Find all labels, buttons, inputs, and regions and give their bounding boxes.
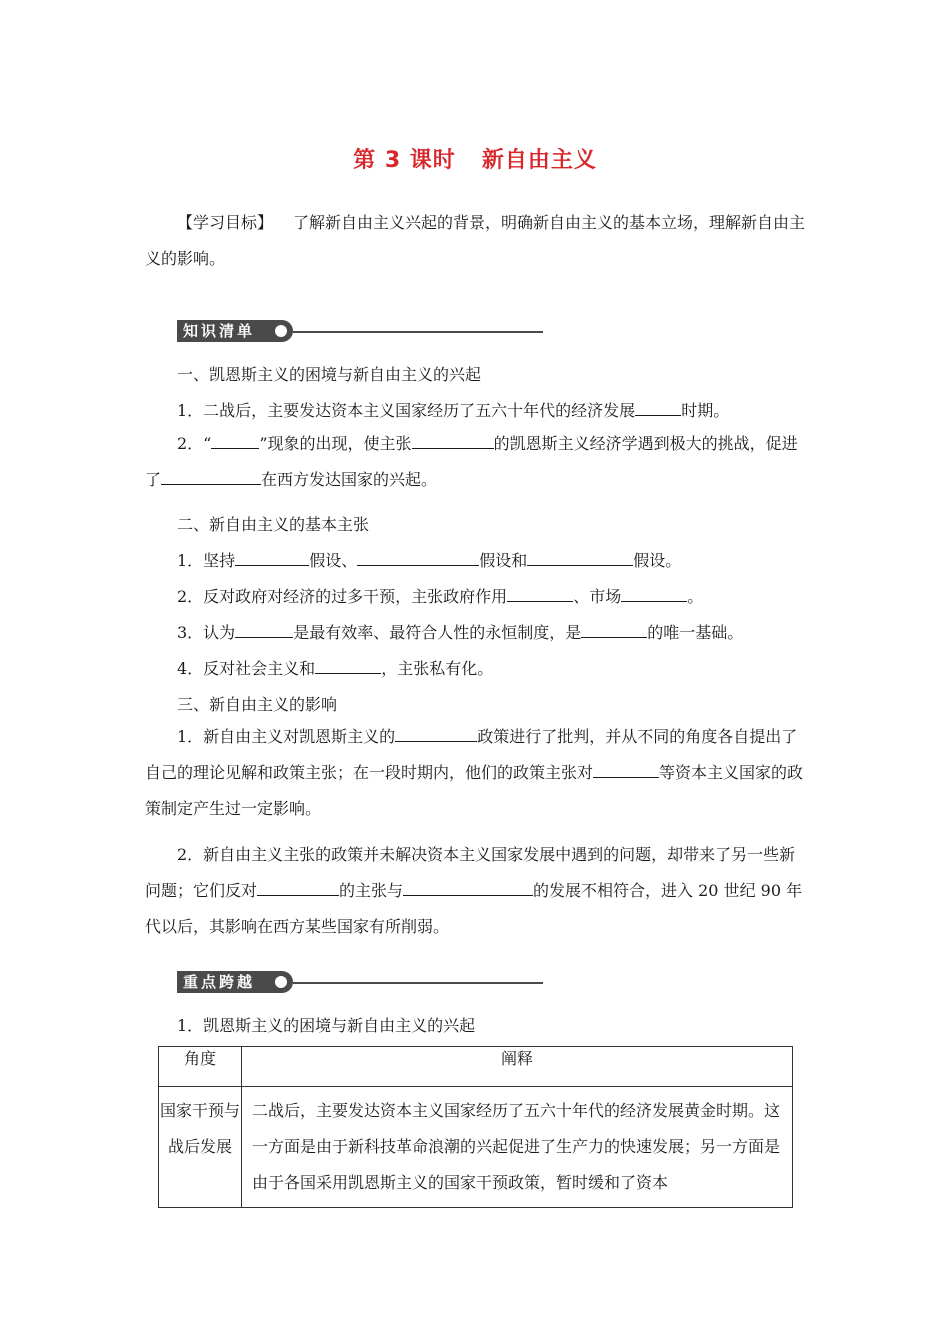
banner-dot-icon [275, 976, 287, 988]
fill-blank[interactable] [621, 587, 687, 602]
fill-blank[interactable] [507, 587, 573, 602]
table-header-row [159, 1047, 793, 1087]
fill-blank[interactable] [315, 659, 381, 674]
banner-label: 重点跨越 [177, 971, 293, 993]
fill-blank[interactable] [403, 881, 533, 896]
table-cell-angle: 国家干预与战后发展 [159, 1087, 242, 1208]
lesson-name: 新自由主义 [481, 148, 597, 173]
section2-item2: 2．反对政府对经济的过多干预，主张政府作用 、市场 。 [177, 587, 704, 606]
section2-item1: 1．坚持 假设、 假设和 假设。 [177, 551, 682, 570]
banner-rule [293, 331, 543, 333]
section1-item1: 1．二战后，主要发达资本主义国家经历了五六十年代的经济发展 时期。 [177, 401, 730, 420]
section1-heading: 一、凯恩斯主义的困境与新自由主义的兴起 [177, 365, 482, 384]
table-header-explanation: 阐释 [242, 1047, 793, 1087]
page-title [0, 143, 950, 174]
fill-blank[interactable] [211, 434, 259, 449]
comparison-table [158, 1046, 793, 1208]
section2-heading: 二、新自由主义的基本主张 [177, 515, 370, 534]
learning-objective [145, 205, 810, 277]
banner-rule [293, 982, 543, 984]
section1-item2: 2．“ ”现象的出现，使主张 的凯恩斯主义经济学遇到极大的挑战，促进了 在西方发达国家的兴起。 [145, 434, 798, 489]
fill-blank[interactable] [161, 470, 261, 485]
section4-heading: 1．凯恩斯主义的困境与新自由主义的兴起 [177, 1016, 476, 1035]
fill-blank[interactable] [257, 881, 339, 896]
fill-blank[interactable] [527, 551, 633, 566]
fill-blank[interactable] [635, 401, 681, 416]
fill-blank[interactable] [357, 551, 479, 566]
table-row [159, 1087, 793, 1208]
fill-blank[interactable] [395, 727, 477, 742]
section2-item4: 4．反对社会主义和 ，主张私有化。 [177, 659, 494, 678]
fill-blank[interactable] [235, 551, 309, 566]
table-cell-explanation: 二战后，主要发达资本主义国家经历了五六十年代的经济发展黄金时期。这一方面是由于新科技革命浪潮的兴起促进了生产力的快速发展；另一方面是由于各国采用凯恩斯主义的国家干预政策，暂时缓和了资本 [242, 1087, 793, 1208]
section2-item3: 3．认为 是最有效率、最符合人性的永恒制度，是 的唯一基础。 [177, 623, 744, 642]
section3-item2: 2．新自由主义主张的政策并未解决资本主义国家发展中遇到的问题，却带来了另一些新问题；它们反对 的主张与 的发展不相符合，进入 20 世纪 90 年代以后，其影响在西方某些国家有所削弱。 [145, 845, 803, 936]
banner-dot-icon [275, 325, 287, 337]
section3-heading: 三、新自由主义的影响 [177, 695, 338, 714]
objective-label: 【学习目标】 [177, 213, 274, 232]
table-header-angle: 角度 [159, 1047, 242, 1087]
fill-blank[interactable] [593, 763, 659, 778]
objective-text: 了解新自由主义兴起的背景，明确新自由主义的基本立场，理解新自由主义的影响。 [145, 213, 806, 268]
fill-blank[interactable] [581, 623, 647, 638]
section3-item1: 1．新自由主义对凯恩斯主义的 政策进行了批判，并从不同的角度各自提出了自己的理论见解和政策主张；在一段时期内，他们的政策主张对 等资本主义国家的政策制定产生过一定影响。 [145, 727, 804, 818]
fill-blank[interactable] [235, 623, 293, 638]
banner-label: 知识清单 [177, 320, 293, 342]
lesson-number: 第 3 课时 [353, 148, 456, 173]
fill-blank[interactable] [412, 434, 494, 449]
